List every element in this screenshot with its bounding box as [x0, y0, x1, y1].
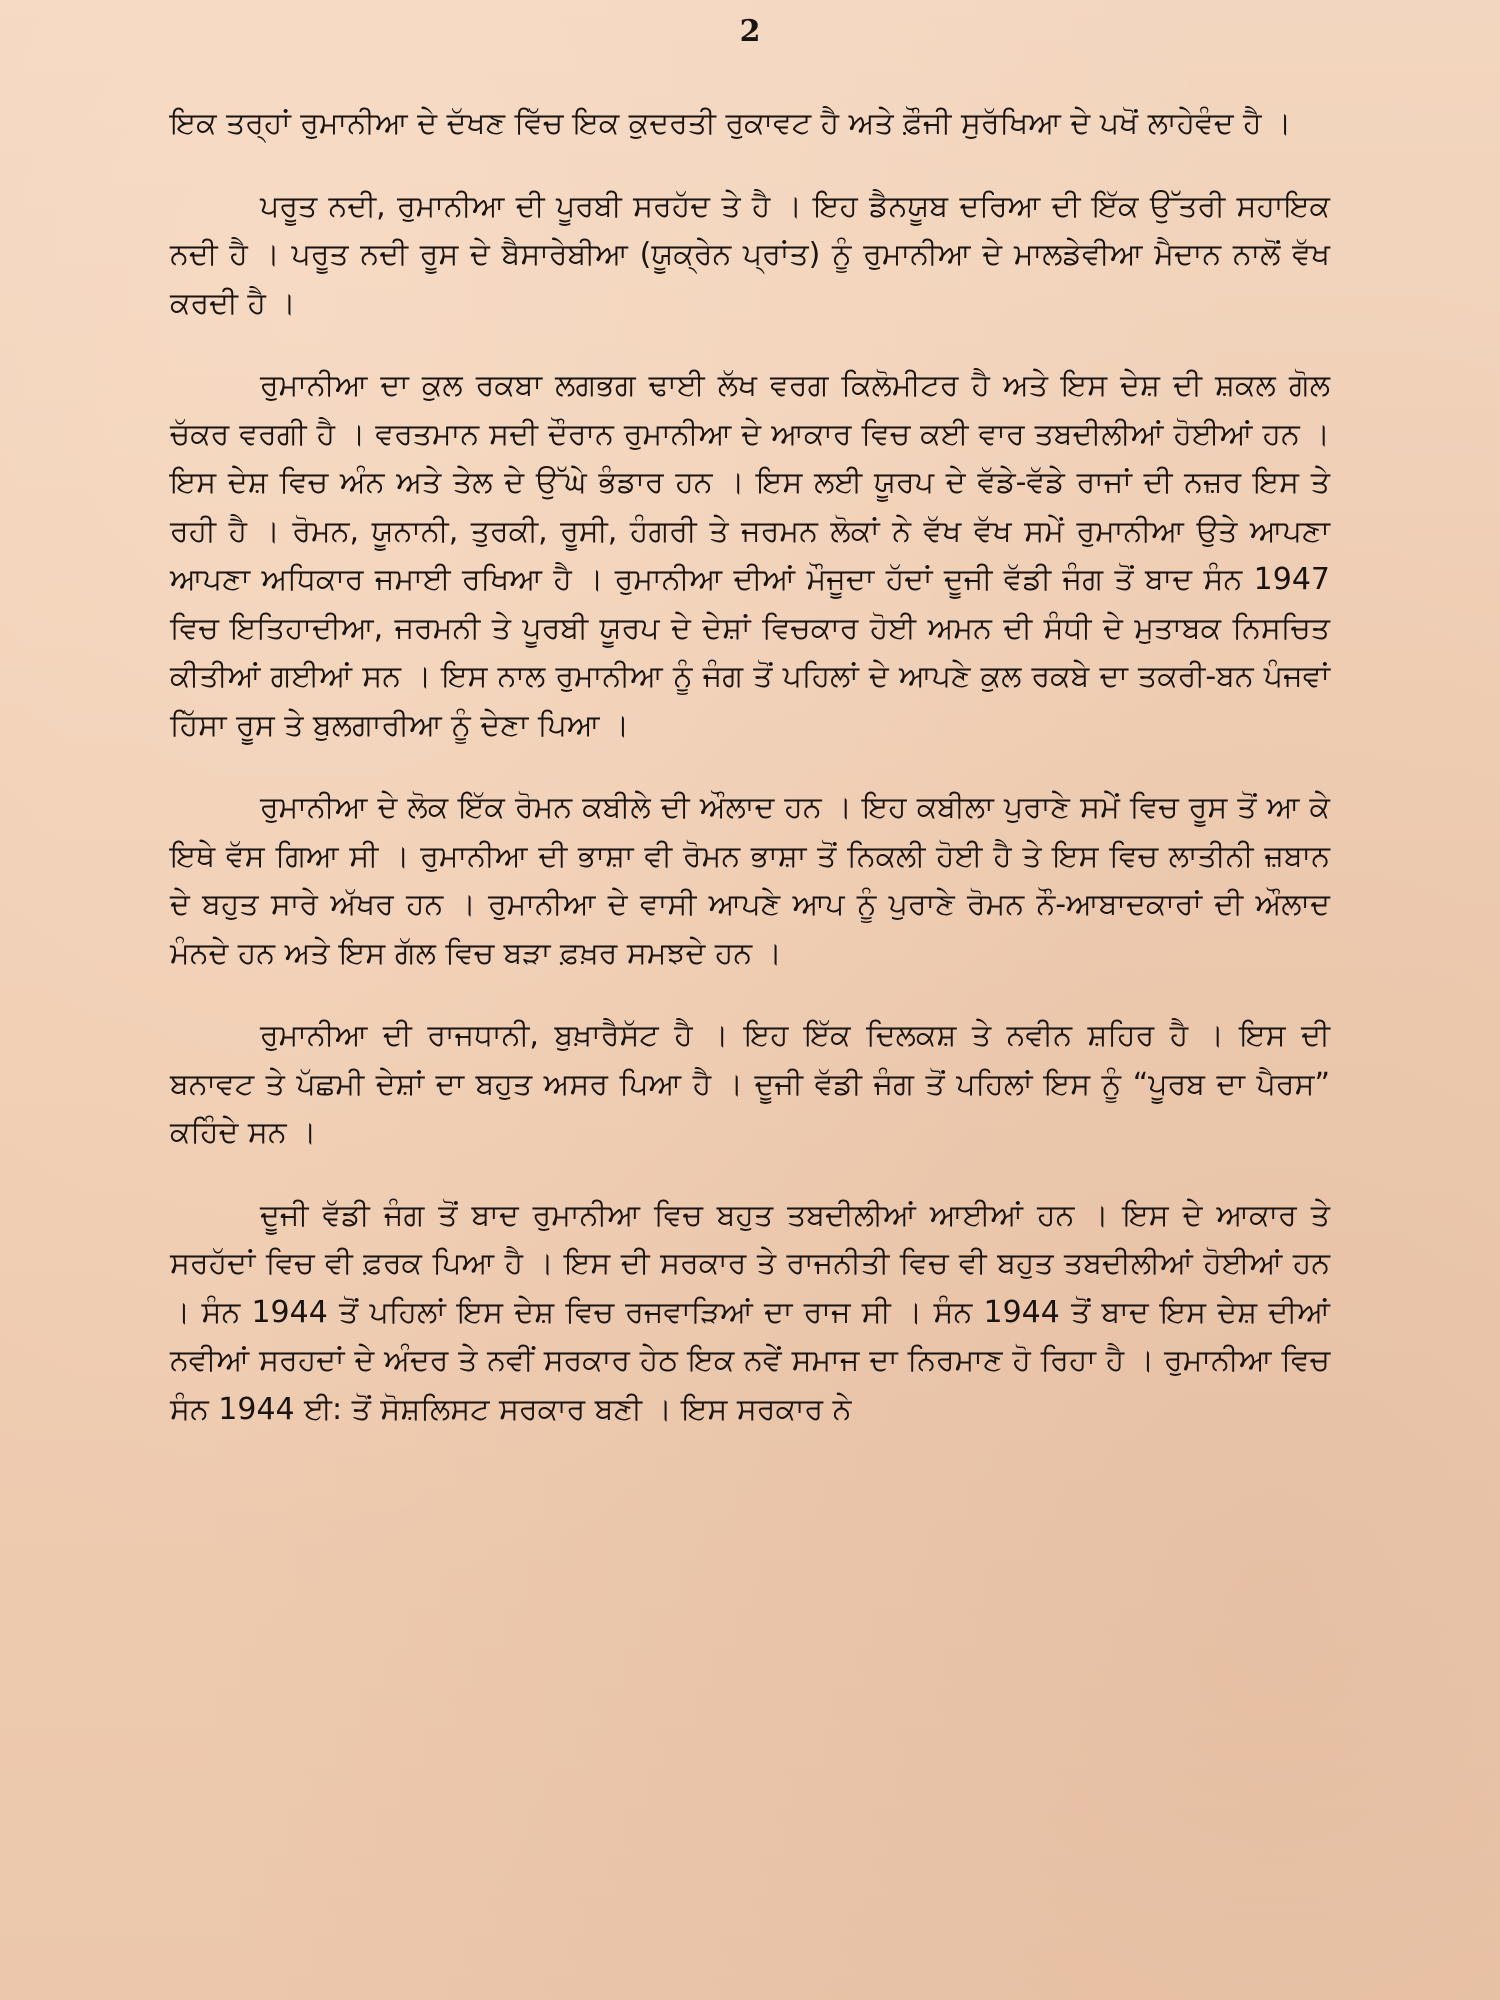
paragraph-3: ਰੁਮਾਨੀਆ ਦਾ ਕੁਲ ਰਕਬਾ ਲਗਭਗ ਢਾਈ ਲੱਖ ਵਰਗ ਕਿਲੋਮੀਟਰ ਹੈ ਅਤੇ ਇਸ ਦੇਸ਼ ਦੀ ਸ਼ਕਲ ਗੋਲ ਚੱਕਰ ਵਰਗੀ ਹੈ । ਵਰਤਮਾਨ ਸਦੀ ਦੌਰਾਨ ਰੁਮਾਨੀਆ ਦੇ ਆਕਾਰ ਵਿਚ ਕਈ ਵਾਰ ਤਬਦੀਲੀਆਂ ਹੋਈਆਂ ਹਨ । ਇਸ ਦੇਸ਼ ਵਿਚ ਅੰਨ ਅਤੇ ਤੇਲ ਦੇ ਉੱਘੇ ਭੰਡਾਰ ਹਨ । ਇਸ ਲਈ ਯੂਰਪ ਦੇ ਵੱਡੇ-ਵੱਡੇ ਰਾਜਾਂ ਦੀ ਨਜ਼ਰ ਇਸ ਤੇ ਰਹੀ ਹੈ । ਰੋਮਨ, ਯੂਨਾਨੀ, ਤੁਰਕੀ, ਰੂਸੀ, ਹੰਗਰੀ ਤੇ ਜਰਮਨ ਲੋਕਾਂ ਨੇ ਵੱਖ ਵੱਖ ਸਮੇਂ ਰੁਮਾਨੀਆ ਉਤੇ ਆਪਣਾ ਆਪਣਾ ਅਧਿਕਾਰ ਜਮਾਈ ਰਖਿਆ ਹੈ । ਰੁਮਾਨੀਆ ਦੀਆਂ ਮੌਜੂਦਾ ਹੱਦਾਂ ਦੂਜੀ ਵੱਡੀ ਜੰਗ ਤੋਂ ਬਾਦ ਸੰਨ 1947 ਵਿਚ ਇਤਿਹਾਦੀਆ, ਜਰਮਨੀ ਤੇ ਪੂਰਬੀ ਯੂਰਪ ਦੇ ਦੇਸ਼ਾਂ ਵਿਚਕਾਰ ਹੋਈ ਅਮਨ ਦੀ ਸੰਧੀ ਦੇ ਮੁਤਾਬਕ ਨਿਸਚਿਤ ਕੀਤੀਆਂ ਗਈਆਂ ਸਨ । ਇਸ ਨਾਲ ਰੁਮਾਨੀਆ ਨੂੰ ਜੰਗ ਤੋਂ ਪਹਿਲਾਂ ਦੇ ਆਪਣੇ ਕੁਲ ਰਕਬੇ ਦਾ ਤਕਰੀ-ਬਨ ਪੰਜਵਾਂ ਹਿੱਸਾ ਰੂਸ ਤੇ ਬੁਲਗਾਰੀਆ ਨੂੰ ਦੇਣਾ ਪਿਆ ।: [170, 368, 1330, 743]
page-number: 2: [739, 14, 761, 49]
paragraph-4: ਰੁਮਾਨੀਆ ਦੇ ਲੋਕ ਇੱਕ ਰੋਮਨ ਕਬੀਲੇ ਦੀ ਔਲਾਦ ਹਨ । ਇਹ ਕਬੀਲਾ ਪੁਰਾਣੇ ਸਮੇਂ ਵਿਚ ਰੂਸ ਤੋਂ ਆ ਕੇ ਇਥੇ ਵੱਸ ਗਿਆ ਸੀ । ਰੁਮਾਨੀਆ ਦੀ ਭਾਸ਼ਾ ਵੀ ਰੋਮਨ ਭਾਸ਼ਾ ਤੋਂ ਨਿਕਲੀ ਹੋਈ ਹੈ ਤੇ ਇਸ ਵਿਚ ਲਾਤੀਨੀ ਜ਼ਬਾਨ ਦੇ ਬਹੁਤ ਸਾਰੇ ਅੱਖਰ ਹਨ । ਰੁਮਾਨੀਆ ਦੇ ਵਾਸੀ ਆਪਣੇ ਆਪ ਨੂੰ ਪੁਰਾਣੇ ਰੋਮਨ ਨੌ-ਆਬਾਦਕਾਰਾਂ ਦੀ ਔਲਾਦ ਮੰਨਦੇ ਹਨ ਅਤੇ ਇਸ ਗੱਲ ਵਿਚ ਬੜਾ ਫ਼ਖ਼ਰ ਸਮਝਦੇ ਹਨ ।: [170, 790, 1330, 971]
paragraph-6: ਦੂਜੀ ਵੱਡੀ ਜੰਗ ਤੋਂ ਬਾਦ ਰੁਮਾਨੀਆ ਵਿਚ ਬਹੁਤ ਤਬਦੀਲੀਆਂ ਆਈਆਂ ਹਨ । ਇਸ ਦੇ ਆਕਾਰ ਤੇ ਸਰਹੱਦਾਂ ਵਿਚ ਵੀ ਫ਼ਰਕ ਪਿਆ ਹੈ । ਇਸ ਦੀ ਸਰਕਾਰ ਤੇ ਰਾਜਨੀਤੀ ਵਿਚ ਵੀ ਬਹੁਤ ਤਬਦੀਲੀਆਂ ਹੋਈਆਂ ਹਨ । ਸੰਨ 1944 ਤੋਂ ਪਹਿਲਾਂ ਇਸ ਦੇਸ਼ ਵਿਚ ਰਜਵਾੜਿਆਂ ਦਾ ਰਾਜ ਸੀ । ਸੰਨ 1944 ਤੋਂ ਬਾਦ ਇਸ ਦੇਸ਼ ਦੀਆਂ ਨਵੀਆਂ ਸਰਹਦਾਂ ਦੇ ਅੰਦਰ ਤੇ ਨਵੀਂ ਸਰਕਾਰ ਹੇਠ ਇਕ ਨਵੇਂ ਸਮਾਜ ਦਾ ਨਿਰਮਾਣ ਹੋ ਰਿਹਾ ਹੈ । ਰੁਮਾਨੀਆ ਵਿਚ ਸੰਨ 1944 ਈ: ਤੋਂ ਸੋਸ਼ਲਿਸਟ ਸਰਕਾਰ ਬਣੀ । ਇਸ ਸਰਕਾਰ ਨੇ: [170, 1197, 1330, 1427]
paragraph-1: ਇਕ ਤਰ੍ਹਾਂ ਰੁਮਾਨੀਆ ਦੇ ਦੱਖਣ ਵਿੱਚ ਇਕ ਕੁਦਰਤੀ ਰੁਕਾਵਟ ਹੈ ਅਤੇ ਫ਼ੌਜੀ ਸੁਰੱਖਿਆ ਦੇ ਪਖੋਂ ਲਾਹੇਵੰਦ ਹੈ ।: [170, 106, 1292, 141]
paragraph-2: ਪਰੂਤ ਨਦੀ, ਰੁਮਾਨੀਆ ਦੀ ਪੂਰਬੀ ਸਰਹੱਦ ਤੇ ਹੈ । ਇਹ ਡੈਨਯੂਬ ਦਰਿਆ ਦੀ ਇੱਕ ਉੱਤਰੀ ਸਹਾਇਕ ਨਦੀ ਹੈ । ਪਰੂਤ ਨਦੀ ਰੂਸ ਦੇ ਬੈਸਾਰੇਬੀਆ (ਯੂਕ੍ਰੇਨ ਪ੍ਰਾਂਤ) ਨੂੰ ਰੁਮਾਨੀਆ ਦੇ ਮਾਲਡੇਵੀਆ ਮੈਦਾਨ ਨਾਲੋਂ ਵੱਖ ਕਰਦੀ ਹੈ ।: [170, 188, 1330, 321]
page-body-text: [170, 100, 1330, 1456]
paragraph-5: ਰੁਮਾਨੀਆ ਦੀ ਰਾਜਧਾਨੀ, ਬੁਖ਼ਾਰੈਸੱਟ ਹੈ । ਇਹ ਇੱਕ ਦਿਲਕਸ਼ ਤੇ ਨਵੀਨ ਸ਼ਹਿਰ ਹੈ । ਇਸ ਦੀ ਬਨਾਵਟ ਤੇ ਪੱਛਮੀ ਦੇਸ਼ਾਂ ਦਾ ਬਹੁਤ ਅਸਰ ਪਿਆ ਹੈ । ਦੂਜੀ ਵੱਡੀ ਜੰਗ ਤੋਂ ਪਹਿਲਾਂ ਇਸ ਨੂੰ “ਪੂਰਬ ਦਾ ਪੈਰਸ” ਕਹਿੰਦੇ ਸਨ ।: [170, 1018, 1330, 1150]
